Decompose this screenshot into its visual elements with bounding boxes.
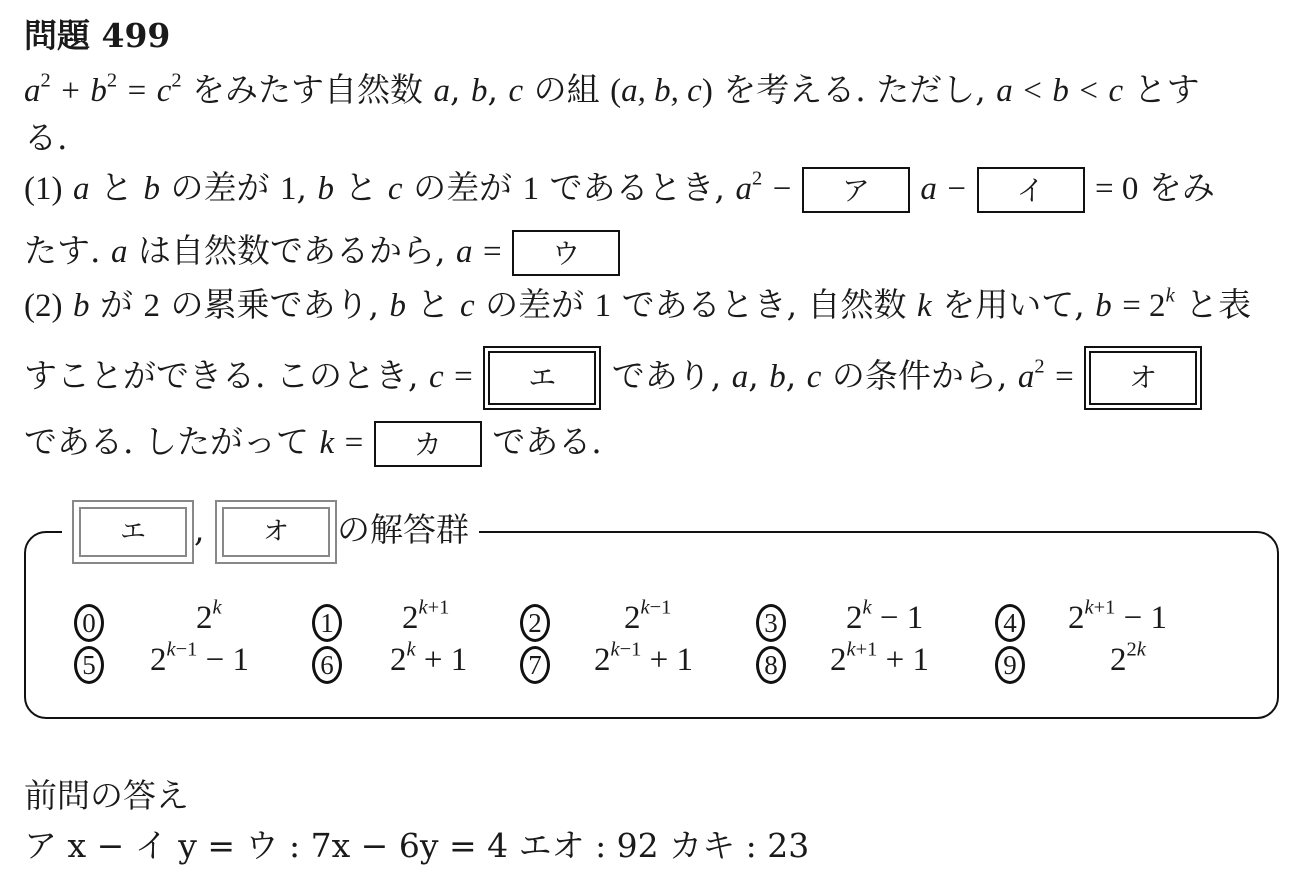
group-box-o-frame (215, 500, 337, 564)
option-number-7: 7 (520, 646, 550, 684)
option-expr-8: $2^{k+1} + 1$ (830, 638, 929, 678)
answer-group-header: エ , オ の解答群 (62, 494, 479, 566)
option-expr-5: $2^{k-1} - 1$ (150, 638, 249, 678)
answer-box-ka: カ (374, 421, 482, 467)
answer-box-i: イ (977, 167, 1085, 213)
option-number-1: 1 (312, 604, 342, 642)
group-box-e: エ (79, 507, 187, 557)
option-number-6: 6 (312, 646, 342, 684)
answer-box-a: ア (802, 167, 910, 213)
option-expr-7: $2^{k-1} + 1$ (594, 638, 693, 678)
option-number-4: 4 (995, 604, 1025, 642)
option-expr-1: $2^{k+1}$ (402, 596, 450, 636)
previous-answers-heading: 前問の答え (24, 776, 189, 815)
option-expr-0: 2$^k$ (196, 596, 222, 636)
option-expr-4: $2^{k+1} - 1$ (1068, 596, 1167, 636)
option-expr-2: $2^{k-1}$ (624, 596, 672, 636)
part-1-line-2: たす. a は自然数であるから, a = ウ (24, 230, 620, 276)
part-2-line-3: である. したがって k = カ である. (24, 421, 602, 467)
option-expr-6: 2$^k$ + 1 (390, 638, 468, 678)
group-box-e-frame (72, 500, 194, 564)
answer-box-o: オ (1089, 351, 1197, 405)
group-box-o: オ (222, 507, 330, 557)
option-number-8: 8 (756, 646, 786, 684)
answer-box-e-frame (483, 346, 601, 410)
option-number-0: 0 (74, 604, 104, 642)
problem-statement-line-1: $a^2 + b^2 = c^2$ をみたす自然数 a, b, c の組 (a, b, c) を考える. ただし, a < b < c とす (24, 69, 1200, 109)
problem-title: 問題 499 (24, 16, 171, 55)
answer-box-u: ウ (512, 230, 620, 276)
part-2-line-2: すことができる. このとき, c = エ であり, a, b, c の条件から, $a^2$ = オ (24, 346, 1202, 410)
problem-statement-line-2: る. (24, 118, 68, 157)
part-1-line-1: (1) a と b の差が 1, b と c の差が 1 であるとき, $a^2$ − ア a − イ = 0 をみ (24, 167, 1215, 213)
option-expr-9: $2^{2k}$ (1110, 638, 1146, 678)
answer-group-label: の解答群 (336, 510, 469, 549)
part-2-line-1: (2) b が 2 の累乗であり, b と c の差が 1 であるとき, 自然数 k を用いて, $b = 2^k$ と表 (24, 284, 1252, 324)
option-number-3: 3 (756, 604, 786, 642)
previous-answers-line: ア x − イ y = ウ : 7x − 6y = 4 エオ : 92 カキ : 23 (24, 826, 810, 865)
option-number-5: 5 (74, 646, 104, 684)
answer-box-o-frame (1084, 346, 1202, 410)
option-expr-3: 2$^k$ − 1 (846, 596, 924, 636)
option-number-9: 9 (995, 646, 1025, 684)
answer-box-e: エ (488, 351, 596, 405)
option-number-2: 2 (520, 604, 550, 642)
